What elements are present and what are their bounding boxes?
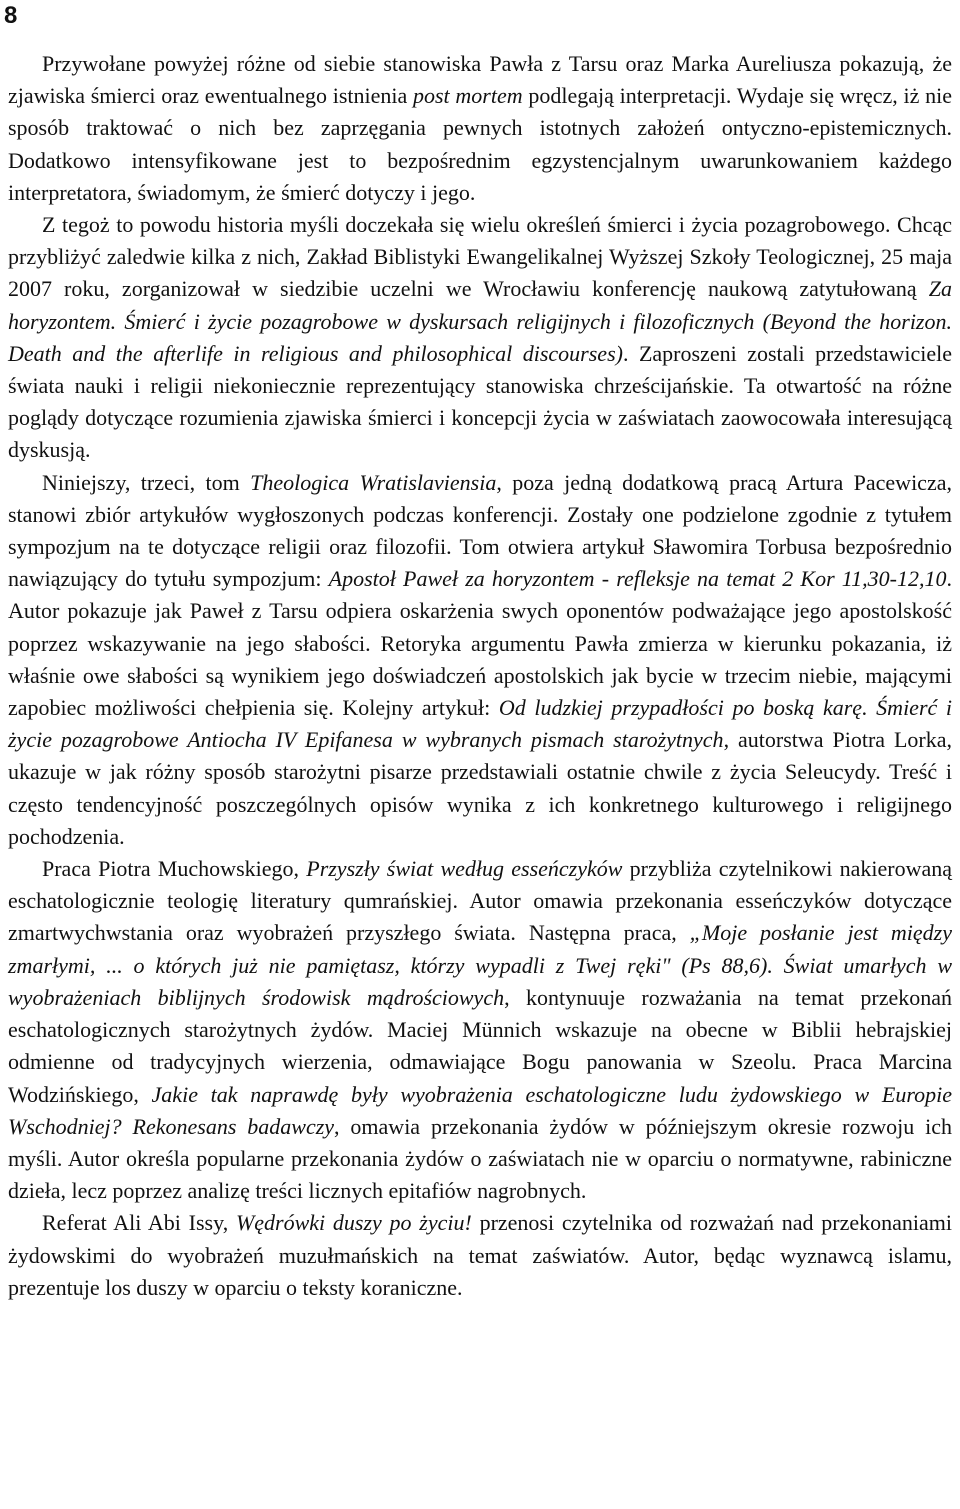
paragraph (8, 467, 952, 853)
paragraph-text: Przywołane powyżej różne od siebie stanowiska Pawła z Tarsu oraz Marka Aureliusza pokazują, że zjawiska śmierci oraz ewentualnego istnienia (8, 51, 952, 109)
paragraph (8, 209, 952, 467)
italic-title-text: Jakie tak naprawdę były wyobrażenia eschatologiczne ludu żydowskiego w Europie Wschodniej? Rekonesans badawczy (8, 1081, 952, 1139)
italic-title-text: Przyszły świat według esseńczyków (306, 856, 623, 882)
paragraph-text: . Zaproszeni zostali przedstawiciele świata nauki i religii niekoniecznie reprezentujący stanowiska chrześcijańskie. Ta otwartość na różne poglądy dotyczące rozumienia zjawiska śmierci i koncepcji życia w zaświatach zaowocowała interesującą dyskusją. (8, 340, 952, 463)
paragraph-text: , omawia przekonania żydów w późniejszym okresie rozwoju ich myśli. Autor określa popularne przekonania żydów o zaświatach nie w oparciu o normatywne, rabiniczne dzieła, lecz poprzez analizę treści licznych epitafiów nagrobnych. (8, 1113, 953, 1204)
paragraph-text: . Autor pokazuje jak Paweł z Tarsu odpiera oskarżenia swych oponentów podważające jego apostolskość poprzez wskazywanie na jego słabości. Retoryka argumentu Pawła zmierza w kierunku pokazania, iż właśnie owe słabości są wynikiem jego doświadczeń apostolskich jak bycie w trzecim niebie, mającymi zapobiec możliwości chełpienia się. Kolejny artykuł: (8, 566, 952, 721)
page-number: 8 (4, 2, 18, 29)
paragraph-text: , kontynuuje rozważania na temat przekonań eschatologicznych starożytnych żydów. Maciej Münnich wskazuje na obecne w Biblii hebrajskiej odmienne od tradycyjnych wierzenia, odmawiające Bogu panowania w Szeolu. Praca Marcina Wodzińskiego, (8, 984, 953, 1107)
paragraph (8, 1207, 952, 1304)
italic-title-text: Theologica Wratislaviensia (250, 469, 497, 495)
italic-title-text: post mortem (413, 83, 523, 109)
italic-title-text: Za horyzontem. Śmierć i życie pozagrobowe w dyskursach religijnych i filozoficznych (Beyond the horizon. Death and the afterlife in religious and philosophical discourses) (8, 276, 952, 366)
paragraph-text: Niniejszy, trzeci, tom (42, 469, 251, 495)
paragraph-text: przybliża czytelnikowi nakierowaną eschatologicznie teologię literatury qumrańskiej. Autor omawia przekonania esseńczyków dotyczące zmartwychwstania oraz wyobrażeń przyszłego świata. Następna praca, (8, 856, 952, 946)
italic-title-text: Wędrówki duszy po życiu! (235, 1210, 472, 1236)
paragraph-text: , autorstwa Piotra Lorka, ukazuje w jak różny sposób starożytni pisarze przedstawiali ostatnie chwile z życia Seleucydy. Treść i często tendencyjność poszczególnych opisów wynika z ich konkretnego kulturowego i religijnego pochodzenia. (8, 727, 953, 849)
paragraph-text: Referat Ali Abi Issy, (42, 1210, 236, 1236)
paragraph (8, 853, 952, 1207)
body-text (8, 48, 952, 1304)
italic-title-text: „Moje posłanie jest między zmarłymi, ... o których już nie pamiętasz, którzy wypadli z Twej ręki" (Ps 88,6). Świat umarłych w wyobrażeniach biblijnych środowisk mądrościowych (8, 920, 952, 1010)
paragraph (8, 48, 952, 209)
paragraph-text: podlegają interpretacji. Wydaje się wręcz, iż nie sposób traktować o nich bez zaprzęgania pewnych istotnych założeń ontyczno-epistemicznych. Dodatkowo intensyfikowane jest to bezpośrednim egzystencjalnym uwarunkowaniem każdego interpretatora, świadomym, że śmierć dotyczy i jego. (8, 83, 953, 205)
italic-title-text: Od ludzkiej przypadłości po boską karę. Śmierć i życie pozagrobowe Antiocha IV Epifanesa w wybranych pismach starożytnych (8, 695, 952, 753)
paragraph-text: , poza jedną dodatkową pracą Artura Pacewicza, stanowi zbiór artykułów wygłoszonych podczas konferencji. Zostały one podzielone zgodnie z tytułem sympozjum na te dotyczące religii oraz filozofii. Tom otwiera artykuł Sławomira Torbusa bezpośrednio nawiązujący do tytułu sympozjum: (8, 469, 952, 592)
paragraph-text: przenosi czytelnika od rozważań nad przekonaniami żydowskimi do wyobrażeń muzułmańskich na temat zaświatów. Autor, będąc wyznawcą islamu, prezentuje los duszy w oparciu o teksty koraniczne. (8, 1210, 952, 1300)
italic-title-text: Apostoł Paweł za horyzontem - refleksje na temat 2 Kor 11,30-12,10 (328, 566, 947, 592)
paragraph-text: Praca Piotra Muchowskiego, (42, 856, 307, 882)
paragraph-text: Z tegoż to powodu historia myśli doczekała się wielu określeń śmierci i życia pozagrobowego. Chcąc przybliżyć zaledwie kilka z nich, Zakład Biblistyki Ewangelikalnej Wyższej Szkoły Teologicznej, 25 maja 2007 roku, zorganizował w siedzibie uczelni we Wrocławiu konferencję naukową zatytułowaną (8, 212, 952, 302)
